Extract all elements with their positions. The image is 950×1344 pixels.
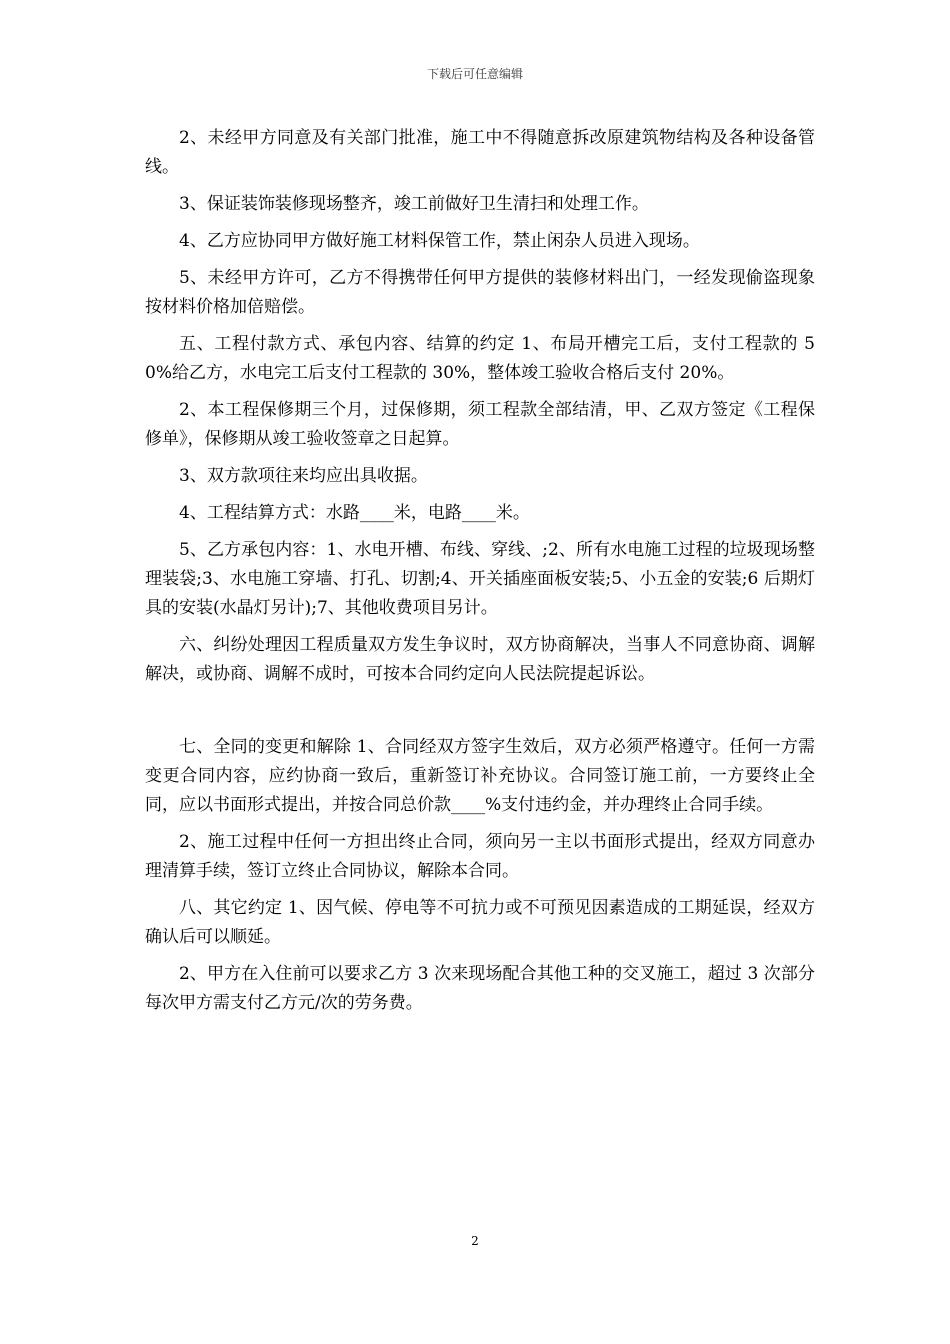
section-six-paragraph: 六、纠纷处理因工程质量双方发生争议时，双方协商解决，当事人不同意协商、调解解决，或协商、调解不成时，可按本合同约定向人民法院提起诉讼。 (145, 635, 815, 684)
paragraph: 5、乙方承包内容：1、水电开槽、布线、穿线、;2、所有水电施工过程的垃圾现场整理装袋;3、水电施工穿墙、打孔、切割;4、开关插座面板安装;5、小五金的安装;6 后期灯具的安装(水晶灯另计);7、其他收费项目另计。 (145, 540, 815, 618)
document-body (145, 124, 815, 1026)
section-seven-paragraph: 七、全同的变更和解除 1、合同经双方签字生效后，双方必须严格遵守。任何一方需变更合同内容，应约协商一致后，重新签订补充协议。合同签订施工前，一方要终止全同，应以书面形式提出，并按合同总价款____%支付违约金，并办理终止合同手续。 (145, 737, 815, 815)
paragraph: 5、未经甲方许可，乙方不得携带任何甲方提供的装修材料出门，一经发现偷盗现象按材料价格加倍赔偿。 (145, 268, 815, 317)
paragraph: 4、乙方应协同甲方做好施工材料保管工作，禁止闲杂人员进入现场。 (179, 231, 700, 251)
section-five-paragraph: 五、工程付款方式、承包内容、结算的约定 1、布局开槽完工后，支付工程款的 50%给乙方，水电完工后支付工程款的 30%，整体竣工验收合格后支付 20%。 (145, 334, 815, 383)
paragraph: 2、本工程保修期三个月，过保修期，须工程款全部结清，甲、乙双方签定《工程保修单》，保修期从竣工验收签章之日起算。 (145, 400, 815, 449)
page-header: 下载后可任意编辑 (426, 67, 523, 81)
section-eight-paragraph: 八、其它约定 1、因气候、停电等不可抗力或不可预见因素造成的工期延误，经双方确认后可以顺延。 (145, 898, 815, 947)
paragraph: 4、工程结算方式：水路____米，电路____米。 (179, 503, 530, 523)
page-number: 2 (471, 1234, 479, 1248)
paragraph: 3、双方款项往来均应出具收据。 (179, 466, 428, 486)
paragraph: 2、未经甲方同意及有关部门批准，施工中不得随意拆改原建筑物结构及各种设备管线。 (145, 128, 815, 177)
paragraph: 2、甲方在入住前可以要求乙方 3 次来现场配合其他工种的交叉施工，超过 3 次部分每次甲方需支付乙方元/次的劳务费。 (145, 964, 815, 1013)
paragraph: 2、施工过程中任何一方担出终止合同，须向另一主以书面形式提出，经双方同意办理清算手续，签订立终止合同协议，解除本合同。 (145, 832, 815, 881)
paragraph: 3、保证装饰装修现场整齐，竣工前做好卫生清扫和处理工作。 (179, 194, 649, 214)
